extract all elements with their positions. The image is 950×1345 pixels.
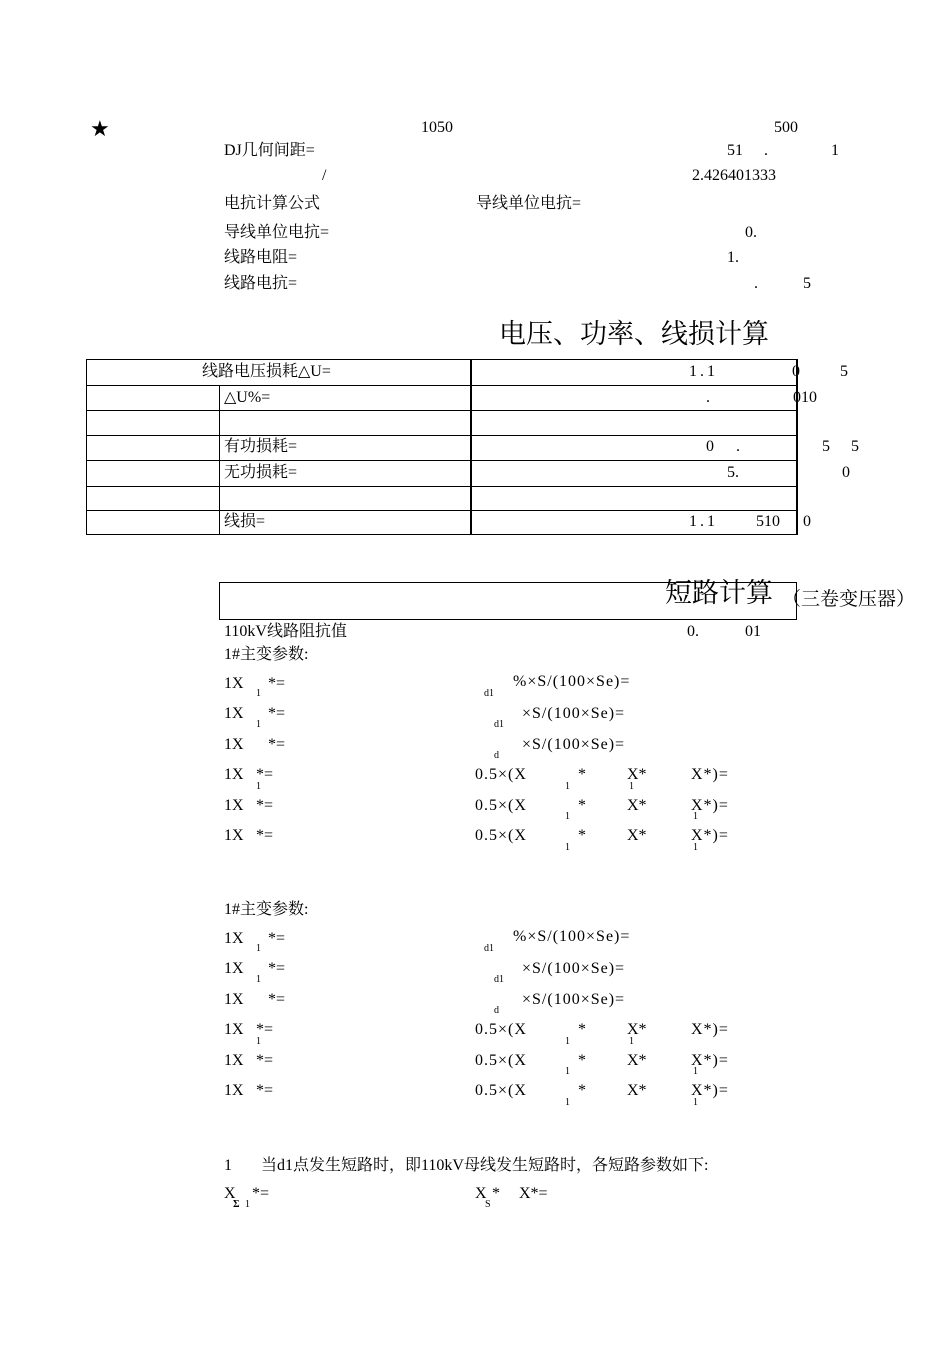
line-resistance-value: 1. <box>727 249 739 266</box>
param-eq: *= <box>256 797 274 814</box>
unit-reactance-label: 导线单位电抗= <box>224 224 330 241</box>
formula-part-3: X* <box>627 1082 647 1099</box>
formula-part-2: * <box>578 1052 586 1069</box>
param-x-label: 1X <box>224 960 244 977</box>
line-loss-value-2: 510 <box>756 513 780 530</box>
param-subscript: 1 <box>256 688 261 699</box>
reactive-loss-label: 无功损耗= <box>224 464 298 481</box>
group-title: 1#主变参数: <box>224 901 309 918</box>
voltage-loss-value-3: 5 <box>840 363 848 380</box>
active-loss-label: 有功损耗= <box>224 438 298 455</box>
formula-subscript-2: 1 <box>629 781 634 792</box>
formula-part-2: * <box>578 1021 586 1038</box>
formula-part-1: 0.5×(X <box>475 827 527 844</box>
formula-subscript-1: 1 <box>565 842 570 853</box>
unit-reactance-value: 0. <box>745 224 757 241</box>
param-x-label: 1X <box>224 991 244 1008</box>
formula-subscript-1: 1 <box>565 1066 570 1077</box>
formula-subscript-1: 1 <box>565 811 570 822</box>
formula-label: 电抗计算公式 <box>224 195 321 212</box>
formula-subscript-2: 1 <box>693 842 698 853</box>
formula-part-1: 0.5×(X <box>475 766 527 783</box>
voltage-percent-value-1: . <box>706 389 710 406</box>
formula-part-3: X* <box>627 1052 647 1069</box>
param-x-label: 1X <box>224 1021 244 1038</box>
formula-part-2: * <box>578 1082 586 1099</box>
line-reactance-value-1: . <box>754 275 758 292</box>
xs-star: * <box>492 1185 500 1202</box>
group-title: 1#主变参数: <box>224 646 309 663</box>
dj-label: DJ几何间距= <box>224 142 315 159</box>
line-reactance-label: 线路电抗= <box>224 275 298 292</box>
formula-subscript-2: 1 <box>693 811 698 822</box>
param-x-label: 1X <box>224 1052 244 1069</box>
param-eq: *= <box>256 766 274 783</box>
active-loss-value-3: 5 <box>822 438 830 455</box>
dj-value-3: 1 <box>831 142 839 159</box>
voltage-loss-label: 线路电压损耗△U= <box>202 363 331 380</box>
dj-value-2: . <box>764 142 768 159</box>
reactive-loss-value-2: 0 <box>842 464 850 481</box>
param-x-label: 1X <box>224 705 244 722</box>
line-loss-value-3: 0 <box>803 513 811 530</box>
param-x-label: 1X <box>224 930 244 947</box>
line-impedance-label: 110kV线路阻抗值 <box>224 623 347 640</box>
formula-part-4: X*)= <box>691 1021 729 1038</box>
formula-part-1: 0.5×(X <box>475 1052 527 1069</box>
value-1050: 1050 <box>421 119 453 136</box>
voltage-percent-label: △U%= <box>224 389 271 406</box>
formula-part-1: 0.5×(X <box>475 1021 527 1038</box>
short-circuit-number: 1 <box>224 1157 232 1174</box>
slash: / <box>322 167 327 184</box>
xs-end: X*= <box>519 1185 548 1202</box>
formula-part-4: X*)= <box>691 766 729 783</box>
formula-subscript: d <box>494 1005 499 1016</box>
param-eq: *= <box>268 960 286 977</box>
param-x-label: 1X <box>224 1082 244 1099</box>
formula-subscript-2: 1 <box>693 1097 698 1108</box>
star-icon: ★ <box>90 116 110 141</box>
formula-subscript: d1 <box>494 719 504 730</box>
formula-text: ×S/(100×Se)= <box>522 960 626 977</box>
formula-part-4: X*)= <box>691 1052 729 1069</box>
param-eq: *= <box>268 930 286 947</box>
reactive-loss-value-1: 5. <box>727 464 739 481</box>
formula-part-2: * <box>578 827 586 844</box>
param-subscript: 1 <box>256 1036 261 1047</box>
dj-result: 2.426401333 <box>692 167 776 184</box>
param-eq: *= <box>268 736 286 753</box>
param-subscript: 1 <box>256 719 261 730</box>
formula-part-3: X* <box>627 827 647 844</box>
formula-subscript-2: 1 <box>693 1066 698 1077</box>
formula-part-4: X*)= <box>691 1082 729 1099</box>
formula-text: %×S/(100×Se)= <box>513 673 631 690</box>
formula-part-4: X*)= <box>691 797 729 814</box>
sigma-x: X <box>224 1185 236 1202</box>
formula-part-2: * <box>578 766 586 783</box>
formula-subscript-2: 1 <box>629 1036 634 1047</box>
short-circuit-text: 当d1点发生短路时，即110kV母线发生短路时，各短路参数如下: <box>261 1157 709 1174</box>
formula-text: ×S/(100×Se)= <box>522 705 626 722</box>
line-reactance-value-2: 5 <box>803 275 811 292</box>
line-impedance-value-1: 0. <box>687 623 699 640</box>
formula-right-label: 导线单位电抗= <box>476 195 582 212</box>
section-title-short-circuit: 短路计算 <box>665 578 773 608</box>
line-impedance-value-2: 01 <box>745 623 761 640</box>
voltage-loss-value-1: 1.1 <box>689 363 718 380</box>
param-eq: *= <box>268 705 286 722</box>
formula-part-1: 0.5×(X <box>475 797 527 814</box>
formula-subscript-1: 1 <box>565 1036 570 1047</box>
param-eq: *= <box>268 675 286 692</box>
formula-part-3: X* <box>627 766 647 783</box>
formula-subscript: d1 <box>484 688 494 699</box>
param-eq: *= <box>256 1021 274 1038</box>
param-subscript: 1 <box>256 974 261 985</box>
sigma-subscript: 1 <box>245 1199 250 1210</box>
sigma-eq: *= <box>252 1185 270 1202</box>
line-loss-value-1: 1.1 <box>689 513 718 530</box>
value-500: 500 <box>774 119 798 136</box>
formula-subscript: d1 <box>494 974 504 985</box>
param-subscript: 1 <box>256 781 261 792</box>
formula-text: ×S/(100×Se)= <box>522 736 626 753</box>
formula-part-2: * <box>578 797 586 814</box>
param-subscript: 1 <box>256 943 261 954</box>
section-title-paren: （三卷变压器） <box>782 589 916 610</box>
formula-part-3: X* <box>627 1021 647 1038</box>
formula-part-1: 0.5×(X <box>475 1082 527 1099</box>
line-resistance-label: 线路电阻= <box>224 249 298 266</box>
active-loss-value-2: . <box>736 438 740 455</box>
formula-subscript: d <box>494 750 499 761</box>
voltage-percent-value-2: 010 <box>793 389 817 406</box>
param-eq: *= <box>256 1052 274 1069</box>
active-loss-value-4: 5 <box>851 438 859 455</box>
formula-text: %×S/(100×Se)= <box>513 928 631 945</box>
formula-subscript: d1 <box>484 943 494 954</box>
formula-text: ×S/(100×Se)= <box>522 991 626 1008</box>
param-x-label: 1X <box>224 797 244 814</box>
formula-part-3: X* <box>627 797 647 814</box>
dj-value-1: 51 <box>727 142 743 159</box>
formula-subscript-1: 1 <box>565 781 570 792</box>
param-x-label: 1X <box>224 766 244 783</box>
param-x-label: 1X <box>224 736 244 753</box>
section-title-voltage: 电压、功率、线损计算 <box>499 319 769 349</box>
xs-subscript: S <box>485 1199 491 1210</box>
sigma-symbol: Σ <box>233 1199 240 1210</box>
param-eq: *= <box>256 1082 274 1099</box>
voltage-loss-value-2: 0 <box>792 363 800 380</box>
formula-subscript-1: 1 <box>565 1097 570 1108</box>
param-x-label: 1X <box>224 827 244 844</box>
param-x-label: 1X <box>224 675 244 692</box>
xs-x: X <box>475 1185 487 1202</box>
param-eq: *= <box>268 991 286 1008</box>
param-eq: *= <box>256 827 274 844</box>
line-loss-label: 线损= <box>224 513 266 530</box>
active-loss-value-1: 0 <box>706 438 714 455</box>
formula-part-4: X*)= <box>691 827 729 844</box>
